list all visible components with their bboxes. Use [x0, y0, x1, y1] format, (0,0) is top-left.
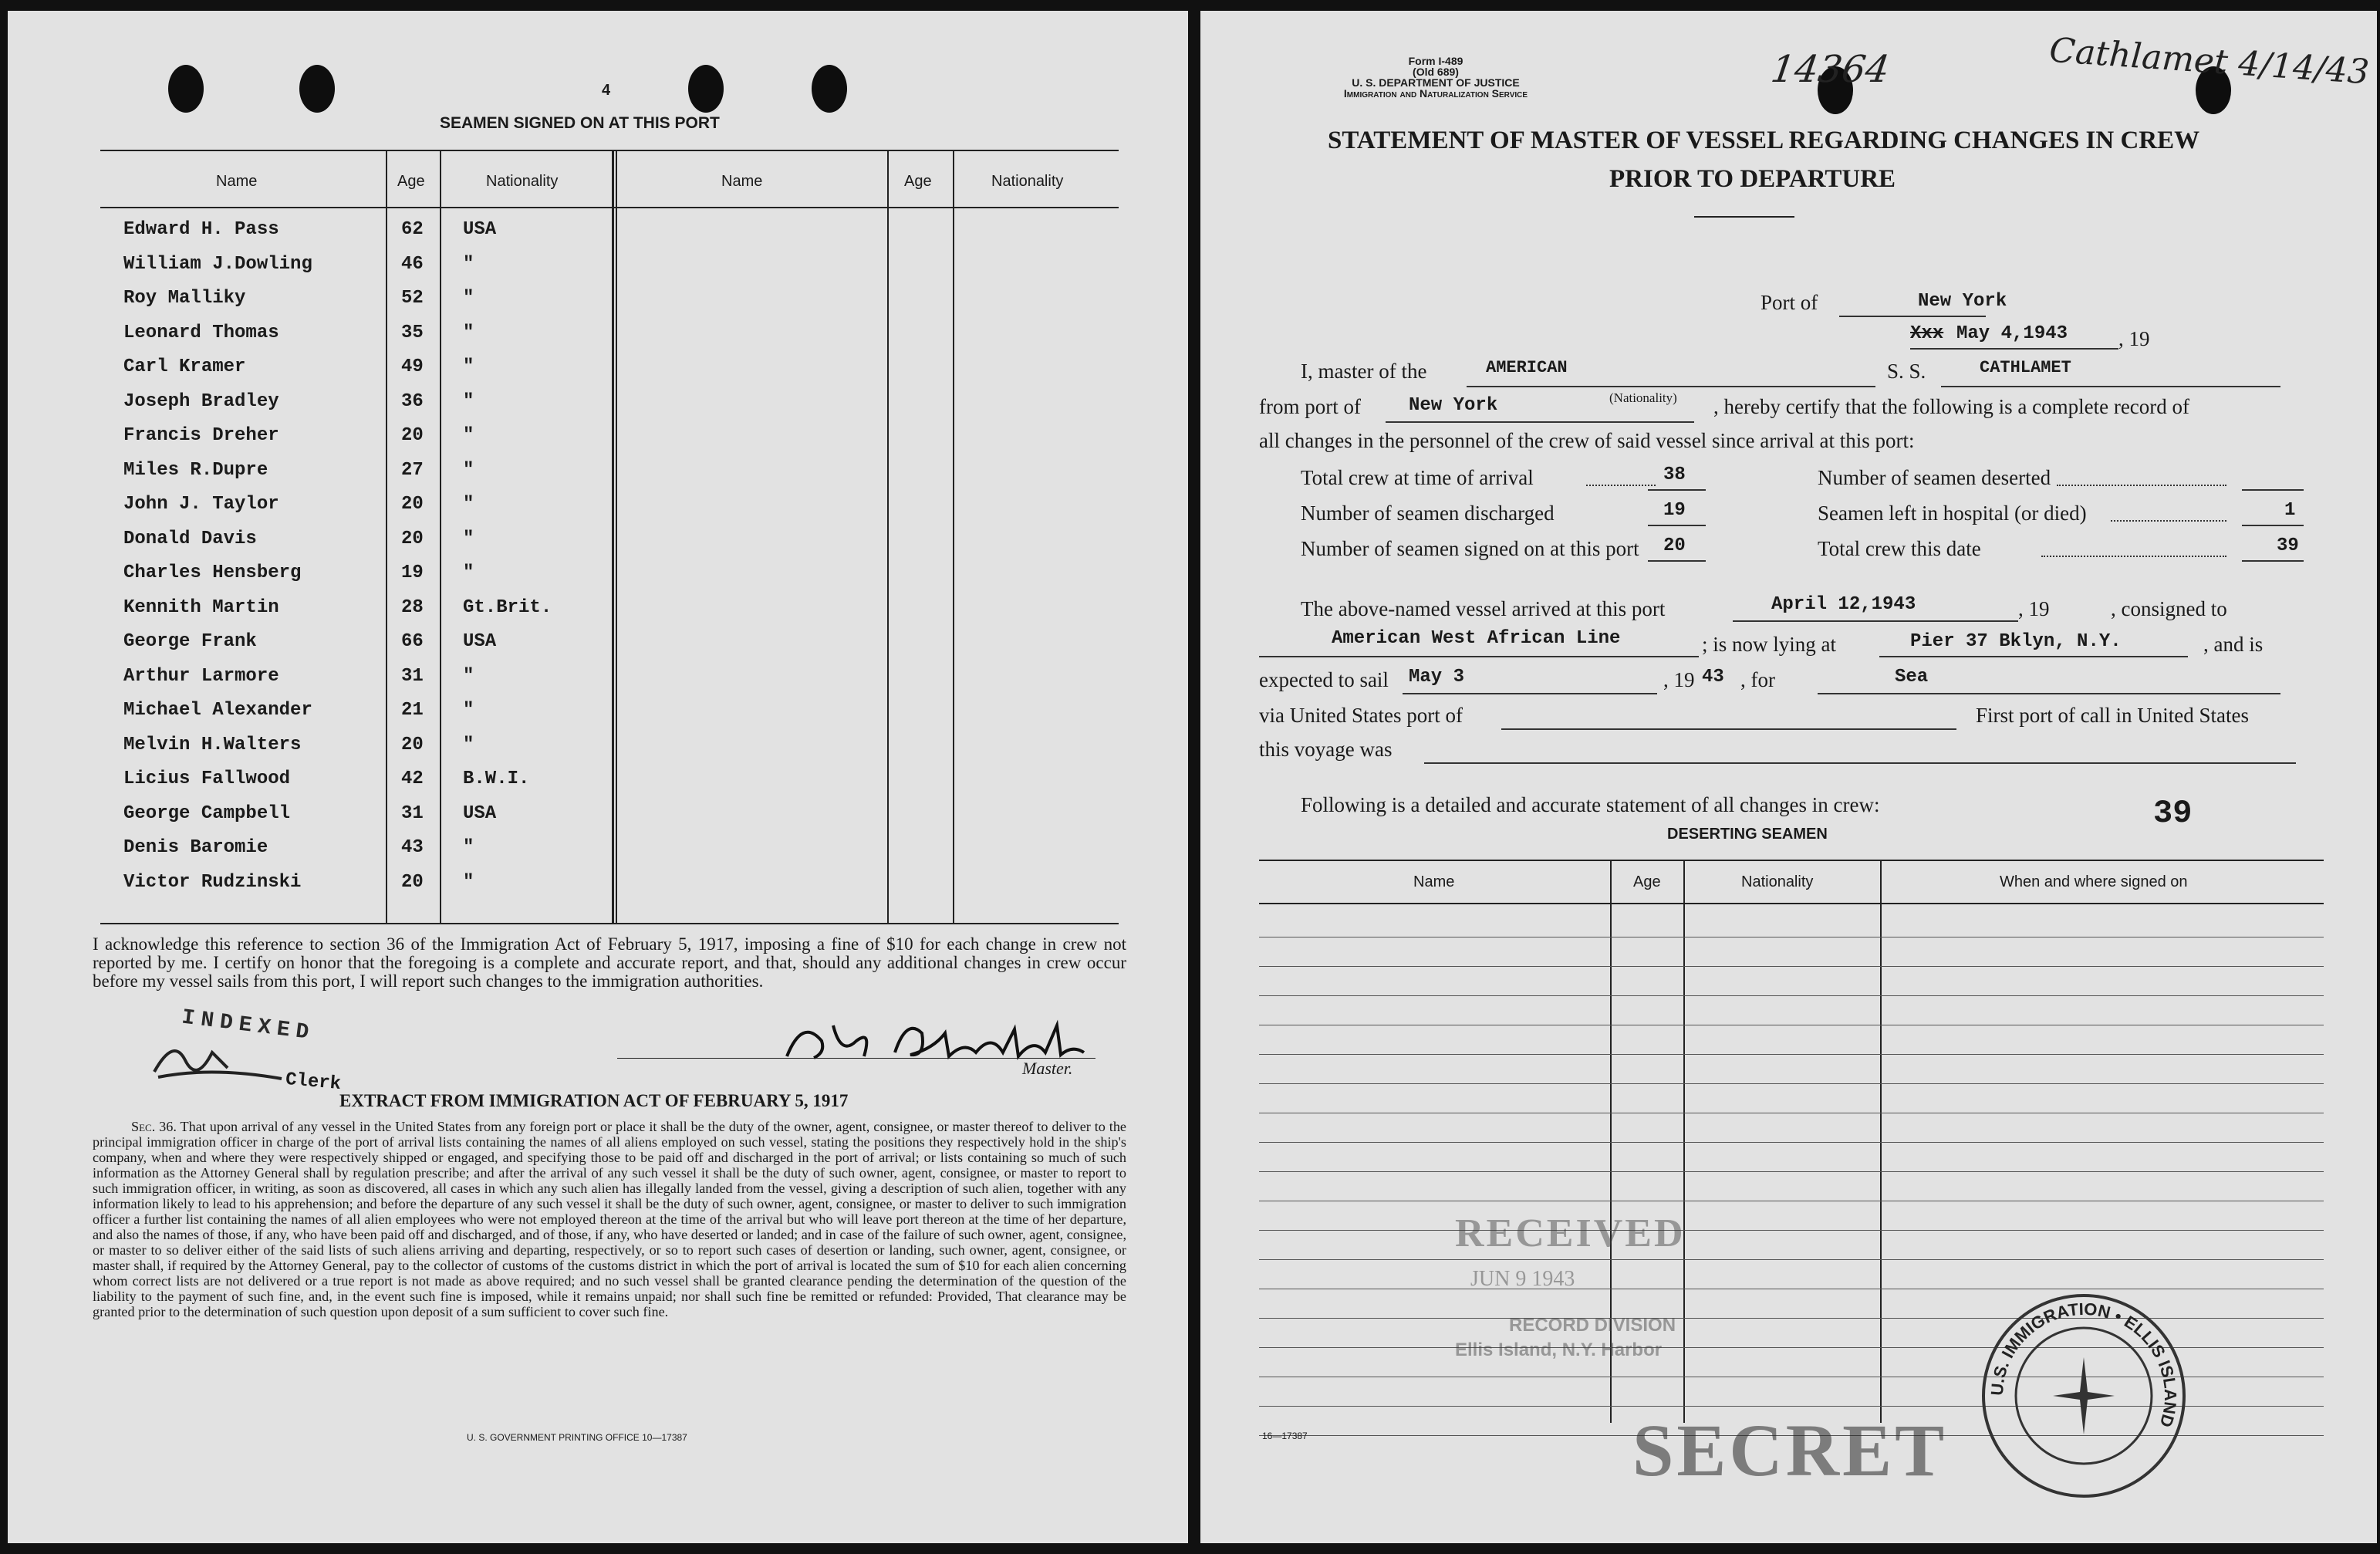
immigration-seal	[1972, 1284, 2196, 1508]
seaman-age: 42	[401, 769, 424, 789]
column-header-name-2: Name	[721, 173, 763, 190]
seaman-nationality: "	[463, 665, 474, 687]
handwritten-ship-date-note: Cathlamet 4/14/43	[2047, 30, 2371, 93]
table-row	[100, 728, 1119, 762]
deserting-header-name: Name	[1413, 873, 1455, 890]
clerk-label: Clerk	[284, 1069, 343, 1096]
form-title-line2: PRIOR TO DEPARTURE	[1609, 165, 1896, 193]
table-row	[100, 797, 1119, 831]
table-row	[100, 694, 1119, 728]
table-bottom-rule	[100, 923, 1119, 924]
seaman-nationality: USA	[463, 802, 497, 824]
seaman-age: 20	[401, 871, 424, 893]
ss-label: S. S.	[1887, 360, 1926, 383]
first-port-label: First port of call in United States	[1976, 704, 2249, 727]
seaman-nationality: "	[463, 494, 474, 515]
port-label: Port of	[1761, 291, 1818, 314]
sail-date: May 3	[1409, 667, 1465, 687]
punch-hole	[299, 65, 335, 113]
seaman-name: John J. Taylor	[123, 494, 279, 515]
seaman-name: Melvin H.Walters	[123, 734, 302, 755]
leader-dots	[2057, 485, 2226, 486]
table-row	[100, 522, 1119, 556]
seaman-nationality: "	[463, 390, 474, 412]
seaman-nationality: "	[463, 871, 474, 893]
extract-text: That upon arrival of any vessel in the United States from any foreign port or place it shall be the duty of the owner, agent, consignee, or master thereof to deliver to the principal immigration officer in charge of the port of arrival lists containing the names of all aliens employed on such vessel, stating the positions they respectively hold in the ship's company, when and where they were respectively shipped or engaged, and specifying those to be paid off and discharged in the port of arrival; or lists containing so much of such information as the Attorney General shall by regulation prescribe; and after the arrival of any such vessel it shall be the duty of such owner, agent, consignee, or master to report to such immigration officer, in writing, as soon as discovered, all cases in which any such alien has illegally landed from the vessel, giving a description of such alien, together with any information likely to lead to his apprehension; and before the departure of any such vessel it shall be the duty of such owner, agent, consignee, or master to deliver to such immigration officer a further list containing the names of all alien employees who were not employed thereon at the time of the arrival but who will leave port thereon at the time of her departure, and also the names of those, if any, who have been paid off and discharged, and of those, if any, who have deserted or landed; and in case of the failure of such owner, agent, consignee, or master to so deliver either of the said lists of such aliens arriving and departing, respectively, or so to report such cases of desertion or landing, such owner, agent, consignee, or master shall, if required by the Attorney General, pay to the collector of customs of the customs district in which the port of arrival is located the sum of $10 for each alien concerning whom correct lists are not delivered or a true report is not made as above required; and no such vessel shall be granted clearance pending the determination of the question of the liability to the payment of such fine, and, in the event such fine is imposed, while it remains unpaid; nor shall such fine be remitted or refunded: Provided, That clearance may be granted prior to the determination of such question upon deposit of a sum sufficient to cover such fine.	[93, 1119, 1127, 1319]
received-date-stamp: JUN 9 1943	[1470, 1267, 1575, 1291]
leader-dots	[2041, 556, 2226, 557]
nationality-value: AMERICAN	[1486, 358, 1568, 377]
seaman-nationality: Gt.Brit.	[463, 596, 552, 618]
table-row	[100, 248, 1119, 282]
via-underline	[1501, 728, 1956, 730]
seaman-name: Kennith Martin	[123, 596, 279, 618]
seaman-age: 35	[401, 322, 424, 343]
seaman-nationality: "	[463, 459, 474, 481]
seaman-nationality: "	[463, 356, 474, 377]
table-top-rule	[1259, 860, 2324, 861]
form-title-line1: STATEMENT OF MASTER OF VESSEL REGARDING CHANGES IN CREW	[1328, 127, 2200, 154]
seaman-age: 31	[401, 665, 424, 687]
via-label: via United States port of	[1259, 704, 1463, 727]
seaman-nationality: "	[463, 562, 474, 583]
seaman-age: 28	[401, 596, 424, 618]
printing-office-line: U. S. GOVERNMENT PRINTING OFFICE 10—17387	[467, 1432, 687, 1443]
seaman-age: 31	[401, 802, 424, 824]
lying-label: ; is now lying at	[1702, 633, 1836, 656]
seaman-age: 43	[401, 837, 424, 858]
service-name: Immigration and Naturalization Service	[1343, 87, 1528, 100]
signed-on: 20	[1663, 535, 1686, 556]
deserting-header-nationality: Nationality	[1741, 873, 1814, 890]
seaman-name: Roy Malliky	[123, 288, 246, 309]
seaman-name: Charles Hensberg	[123, 562, 302, 583]
indexed-stamp: INDEXED	[180, 1005, 316, 1046]
table-row	[100, 762, 1119, 796]
page-number: 4	[602, 82, 611, 99]
consigned-label: , consigned to	[2111, 597, 2227, 620]
column-divider	[1610, 860, 1612, 1423]
date-value: May 4,1943	[1956, 323, 2068, 344]
row-rule	[1259, 1171, 2324, 1172]
sec-label: Sec. 36.	[131, 1119, 177, 1134]
value-underline	[2242, 560, 2304, 562]
seaman-age: 49	[401, 356, 424, 377]
table-row	[100, 591, 1119, 625]
extract-body	[93, 1119, 1126, 1319]
total-crew-date: 39	[2277, 535, 2299, 556]
column-header-nationality-2: Nationality	[991, 173, 1064, 190]
value-underline	[2242, 489, 2304, 491]
arrived-year-suffix: , 19	[2018, 597, 2050, 620]
ship-name: CATHLAMET	[1980, 358, 2071, 377]
seaman-nationality: "	[463, 288, 474, 309]
value-underline	[2242, 525, 2304, 526]
seaman-name: Donald Davis	[123, 528, 257, 549]
port-value: New York	[1918, 291, 2007, 312]
expected-label: expected to sail	[1259, 668, 1389, 691]
destination: Sea	[1895, 667, 1929, 687]
table-row	[100, 866, 1119, 900]
nationality-underline	[1467, 386, 1875, 387]
table-row	[100, 350, 1119, 384]
seaman-name: George Campbell	[123, 802, 291, 824]
date-struck-text: Xxx	[1910, 323, 1944, 344]
seaman-name: William J.Dowling	[123, 253, 312, 275]
table-top-rule	[100, 150, 1119, 151]
seaman-age: 62	[401, 219, 424, 240]
all-changes-text: all changes in the personnel of the crew of said vessel since arrival at this port:	[1259, 429, 1915, 452]
lying-value: Pier 37 Bklyn, N.Y.	[1910, 631, 2122, 652]
seaman-name: Michael Alexander	[123, 700, 312, 721]
row-rule	[1259, 1083, 2324, 1084]
seaman-nationality: USA	[463, 631, 497, 652]
left-page	[8, 11, 1188, 1543]
seaman-age: 66	[401, 631, 424, 652]
date-underline	[1910, 348, 2118, 350]
column-header-age-2: Age	[904, 173, 932, 190]
record-division-stamp: RECORD DIVISION	[1509, 1315, 1676, 1336]
received-stamp: RECEIVED	[1455, 1211, 1686, 1255]
seaman-age: 52	[401, 288, 424, 309]
table-row	[100, 213, 1119, 247]
seaman-name: Leonard Thomas	[123, 322, 279, 343]
lying-underline	[1879, 656, 2188, 657]
nationality-caption: (Nationality)	[1609, 390, 1677, 405]
table-row	[100, 556, 1119, 590]
seaman-nationality: "	[463, 734, 474, 755]
clerk-initials-signature	[143, 1029, 289, 1091]
seaman-nationality: "	[463, 253, 474, 275]
total-crew-date-label: Total crew this date	[1818, 537, 1981, 560]
value-underline	[1648, 560, 1706, 562]
form-number: Form I-489	[1408, 55, 1463, 67]
secret-stamp: SECRET	[1632, 1409, 1948, 1492]
ship-name-underline	[1941, 386, 2280, 387]
seaman-age: 27	[401, 459, 424, 481]
seaman-age: 20	[401, 494, 424, 515]
seaman-age: 20	[401, 528, 424, 549]
row-rule	[1259, 995, 2324, 996]
seaman-name: George Frank	[123, 631, 257, 652]
seaman-name: Carl Kramer	[123, 356, 246, 377]
punch-hole	[812, 65, 847, 113]
seaman-nationality: "	[463, 837, 474, 858]
table-row	[100, 419, 1119, 453]
department-name: U. S. DEPARTMENT OF JUSTICE	[1352, 76, 1520, 89]
table-row	[100, 831, 1119, 865]
seaman-age: 20	[401, 425, 424, 446]
certify-text: , hereby certify that the following is a complete record of	[1713, 395, 2190, 418]
date-year-suffix: , 19	[2118, 327, 2150, 350]
seal-text: U.S. IMMIGRATION • ELLIS ISLAND	[1987, 1299, 2181, 1430]
punch-hole	[688, 65, 724, 113]
arrived-label: The above-named vessel arrived at this port	[1301, 597, 1666, 620]
row-rule	[1259, 1054, 2324, 1055]
seamen-section-title: SEAMEN SIGNED ON AT THIS PORT	[440, 114, 720, 132]
signed-on-label: Number of seamen signed on at this port	[1301, 537, 1639, 560]
value-underline	[1648, 489, 1706, 491]
seaman-name: Edward H. Pass	[123, 219, 279, 240]
seamen-discharged: 19	[1663, 500, 1686, 521]
table-header-rule	[100, 207, 1119, 208]
row-rule	[1259, 966, 2324, 967]
seaman-name: Victor Rudzinski	[123, 871, 302, 893]
table-row	[100, 385, 1119, 419]
left-in-hospital-label: Seamen left in hospital (or died)	[1818, 502, 2087, 525]
table-row	[100, 625, 1119, 659]
form-footer-number: 16—17387	[1262, 1431, 1308, 1441]
seaman-name: Denis Baromie	[123, 837, 268, 858]
column-header-age: Age	[397, 173, 425, 190]
sail-date-underline	[1403, 693, 1657, 694]
sail-year-prefix: , 19	[1663, 668, 1695, 691]
master-of-label: I, master of the	[1301, 360, 1427, 383]
form-header	[1339, 56, 1532, 99]
and-is-text: , and is	[2203, 633, 2264, 656]
from-port-value: New York	[1409, 395, 1498, 416]
seaman-nationality: B.W.I.	[463, 769, 530, 789]
voyage-label: this voyage was	[1259, 738, 1393, 761]
seaman-name: Miles R.Dupre	[123, 459, 268, 481]
column-divider	[1683, 860, 1685, 1423]
table-row	[100, 454, 1119, 488]
consignee: American West African Line	[1332, 628, 1621, 649]
table-row	[100, 660, 1119, 694]
file-number-handwritten: 14364	[1768, 48, 1892, 91]
table-row	[100, 282, 1119, 316]
arrived-underline	[1733, 620, 2018, 622]
seaman-age: 21	[401, 700, 424, 721]
total-crew-arrival-label: Total crew at time of arrival	[1301, 466, 1534, 489]
right-page	[1200, 11, 2377, 1543]
voyage-underline	[1424, 762, 2296, 764]
column-divider	[1880, 860, 1882, 1423]
seaman-name: Licius Fallwood	[123, 769, 291, 789]
seaman-nationality: "	[463, 322, 474, 343]
row-rule	[1259, 1259, 2324, 1260]
seamen-deserted-label: Number of seamen deserted	[1818, 466, 2051, 489]
sail-year: 43	[1702, 667, 1724, 687]
seaman-nationality: "	[463, 425, 474, 446]
master-label: Master.	[1022, 1059, 1073, 1078]
row-rule	[1259, 1230, 2324, 1231]
punch-hole	[168, 65, 204, 113]
table-row	[100, 316, 1119, 350]
seaman-name: Arthur Larmore	[123, 665, 279, 687]
column-header-name: Name	[216, 173, 258, 190]
crew-count-stamp: 39	[2153, 795, 2193, 832]
column-header-nationality: Nationality	[486, 173, 559, 190]
ellis-island-stamp: Ellis Island, N.Y. Harbor	[1455, 1339, 1663, 1360]
seaman-nationality: USA	[463, 219, 497, 240]
seaman-name: Francis Dreher	[123, 425, 279, 446]
port-underline	[1839, 316, 1986, 317]
following-text: Following is a detailed and accurate statement of all changes in crew:	[1301, 793, 1880, 816]
value-underline	[1648, 525, 1706, 526]
seaman-age: 36	[401, 390, 424, 412]
seaman-age: 46	[401, 253, 424, 275]
left-in-hospital: 1	[2284, 500, 2296, 521]
from-port-underline	[1386, 421, 1694, 423]
arrived-value: April 12,1943	[1771, 594, 1916, 615]
title-underline	[1694, 216, 1794, 218]
leader-dots	[1586, 485, 1656, 486]
deserting-header-age: Age	[1633, 873, 1661, 890]
seaman-age: 20	[401, 734, 424, 755]
seaman-nationality: "	[463, 700, 474, 721]
leader-dots	[2111, 520, 2226, 522]
row-rule	[1259, 1142, 2324, 1143]
extract-title: EXTRACT FROM IMMIGRATION ACT OF FEBRUARY 5, 1917	[339, 1091, 849, 1110]
acknowledgment-text: I acknowledge this reference to section 36 of the Immigration Act of February 5, 1917, imposing a fine of $10 for each change in crew not reported by me. I certify on honor that the foregoing is a complete and accurate report, and that, should any additional changes in crew occur before my vessel sails from this port, I will report such changes to the immigration authorities.	[93, 934, 1126, 991]
destination-underline	[1818, 693, 2280, 694]
seamen-table	[100, 150, 1119, 952]
for-label: , for	[1740, 668, 1775, 691]
from-port-label: from port of	[1259, 395, 1361, 418]
seaman-nationality: "	[463, 528, 474, 549]
table-row	[100, 488, 1119, 522]
seamen-discharged-label: Number of seamen discharged	[1301, 502, 1555, 525]
form-old-number: (Old 689)	[1413, 66, 1459, 78]
seaman-age: 19	[401, 562, 424, 583]
deserting-title: DESERTING SEAMEN	[1667, 826, 1828, 843]
consignee-underline	[1259, 656, 1699, 657]
total-crew-arrival: 38	[1663, 465, 1686, 485]
seaman-name: Joseph Bradley	[123, 390, 279, 412]
table-header-rule	[1259, 903, 2324, 904]
deserting-header-when-where: When and where signed on	[2000, 873, 2188, 890]
